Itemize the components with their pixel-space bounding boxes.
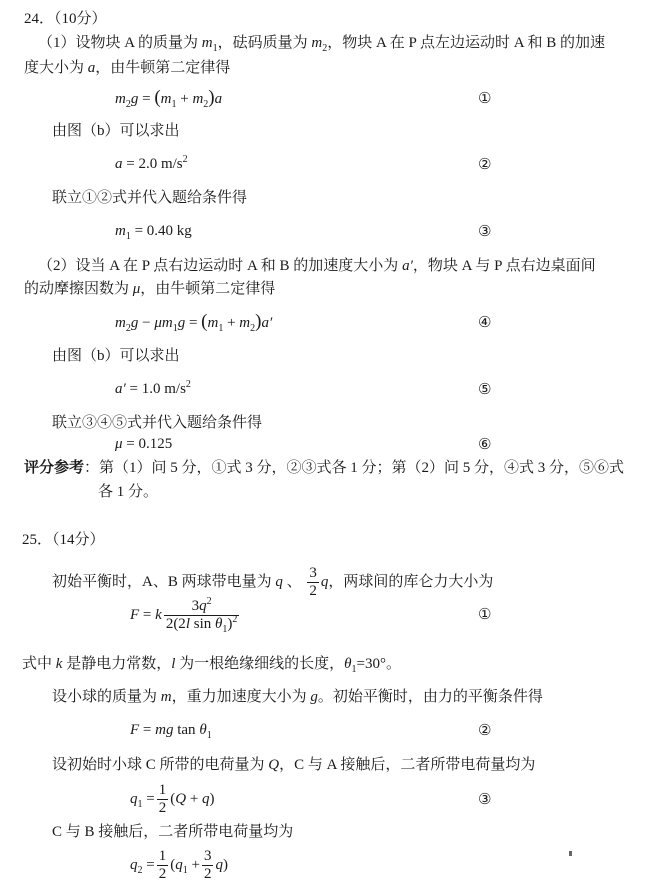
- p24-from-graph-2: 由图（b）可以求出: [52, 348, 180, 364]
- equation-number-3: ③: [478, 222, 492, 240]
- p24-part1-intro-line1: （1）设物块 A 的质量为 $m_1$，砝码质量为 $m_2$，物块 A 在 P 点左边运动时 A 和 B 的加速: [38, 35, 606, 54]
- p24-part2-intro-line2: 的动摩擦因数为 μ，由牛顿第二定律得: [24, 281, 276, 297]
- p25-equation-2: F = mg $\tan \theta_1$: [130, 722, 212, 741]
- equation-number-p25-1: ①: [478, 605, 492, 623]
- p25-equation-1: F = k $\frac{3q^2}{2(2l \sin \theta_1)^2}$: [130, 596, 238, 636]
- p25-mass-line: 设小球的质量为 m，重力加速度大小为 g。初始平衡时，由力的平衡条件得: [52, 689, 543, 705]
- p24-equation-2: a = 2.0 $m/s^2$: [115, 154, 188, 172]
- p24-equation-5: a′ = 1.0 $m/s^2$: [115, 379, 191, 397]
- p24-from-graph-1: 由图（b）可以求出: [52, 123, 180, 139]
- problem-24-heading: 24．（10分）: [24, 11, 107, 27]
- equation-number-2: ②: [478, 155, 492, 173]
- equation-number-6: ⑥: [478, 435, 492, 453]
- p25-intro: 初始平衡时，A、B 两球带电量为 q 、 $\frac{3}{2}$ q，两球间的库仑力大小为: [52, 565, 494, 600]
- equation-number-p25-3: ③: [478, 790, 492, 808]
- p24-part2-intro-line1: （2）设当 A 在 P 点右边运动时 A 和 B 的加速度大小为 a′，物块 A 与 P 点右边桌面间: [38, 258, 596, 274]
- p24-equation-6: μ = 0.125: [115, 436, 173, 452]
- p24-scoring-line1: 评分参考：第（1）问 5 分，①式 3 分，②③式各 1 分；第（2）问 5 分，④式 3 分，⑤⑥式: [24, 460, 625, 476]
- p24-combine-1: 联立①②式并代入题给条件得: [52, 190, 248, 206]
- p25-equation-3: $q_1$ = $\frac{1}{2}$ (Q + q): [130, 782, 215, 817]
- stray-mark: [569, 851, 572, 856]
- problem-25-heading: 25．（14分）: [22, 532, 105, 548]
- p24-equation-3: $m_1 = 0.40$ kg: [115, 223, 192, 242]
- equation-number-4: ④: [478, 313, 492, 331]
- p24-scoring-line2: 各 1 分。: [98, 484, 159, 500]
- equation-number-p25-2: ②: [478, 721, 492, 739]
- equation-number-5: ⑤: [478, 380, 492, 398]
- p25-charge-line: 设初始时小球 C 所带的电荷量为 Q，C 与 A 接触后，二者所带电荷量均为: [52, 757, 536, 773]
- fraction-three-halves: $\frac{3}{2}$: [309, 565, 317, 600]
- scoring-label: 评分参考: [24, 460, 85, 476]
- p25-equation-4: $q_2$ = $\frac{1}{2}$ ($q_1$ + $\frac{3}{2}$ q): [130, 848, 228, 883]
- equation-number-1: ①: [478, 89, 492, 107]
- p25-contact-b-line: C 与 B 接触后，二者所带电荷量均为: [52, 824, 294, 840]
- p25-note: 式中 k 是静电力常数，l 为一根绝缘细线的长度，$\theta_1=30^\circ$。: [22, 656, 401, 675]
- p24-equation-4: $m_2g - \mu m_1g = (m_1 + m_2)a'$: [115, 311, 273, 334]
- p24-combine-2: 联立③④⑤式并代入题给条件得: [52, 415, 263, 431]
- p24-equation-1: $m_2g = (m_1 + m_2)a$: [115, 87, 223, 110]
- p24-part1-intro-line2: 度大小为 a，由牛顿第二定律得: [24, 60, 231, 76]
